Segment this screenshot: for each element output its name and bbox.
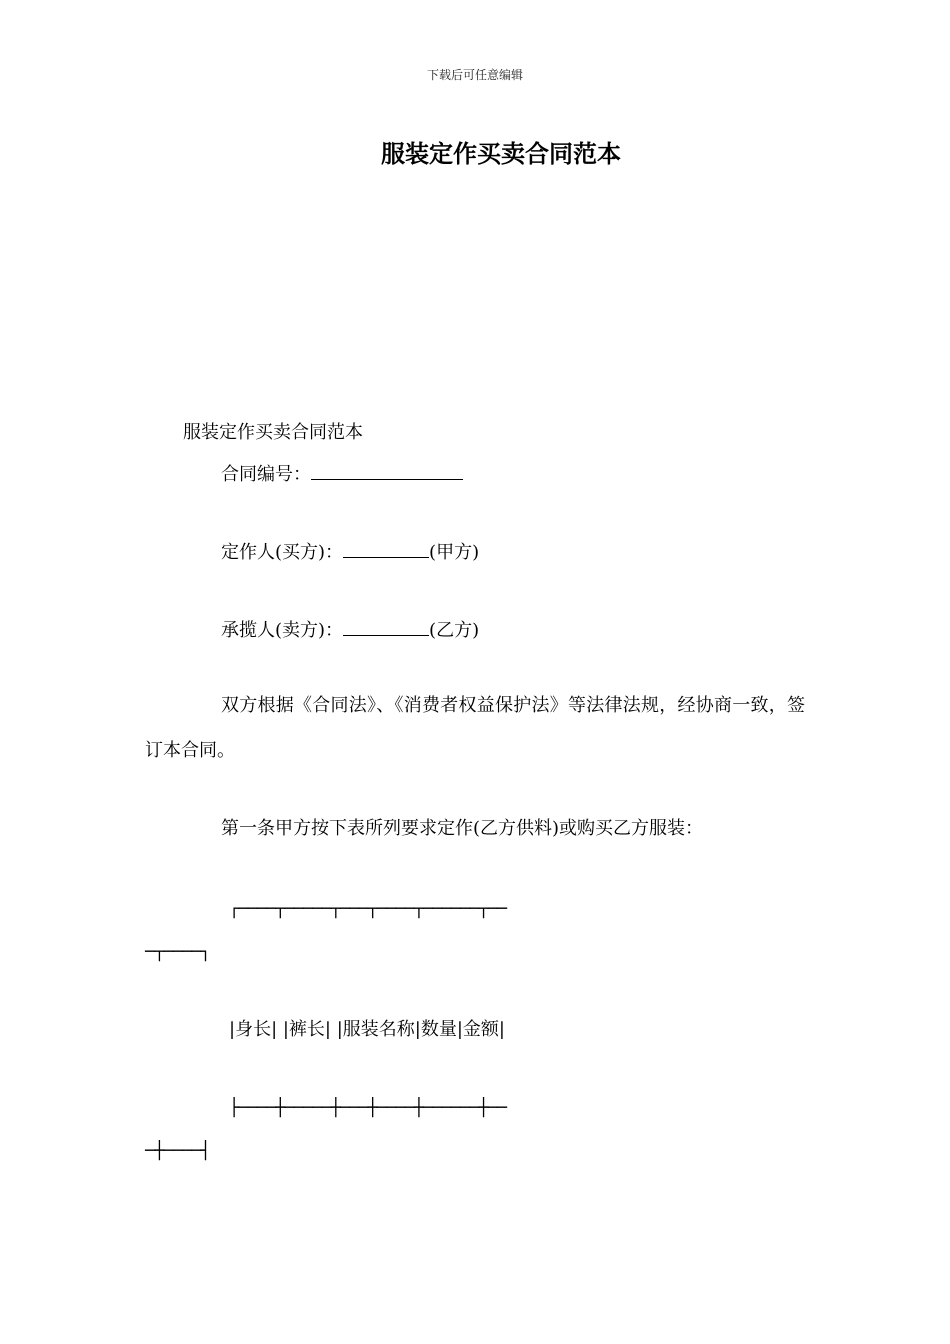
buyer-blank[interactable] xyxy=(343,539,429,558)
table-header-row: |身长| |裤长| |服装名称|数量|金额| xyxy=(229,1019,505,1040)
seller-line xyxy=(221,617,479,642)
table-border-top-1: ┌────┬─────┬───┬────┬──────┬── xyxy=(229,899,507,919)
article-1: 第一条甲方按下表所列要求定作(乙方供料)或购买乙方服装： xyxy=(221,818,704,839)
contract-number-label: 合同编号： xyxy=(221,464,311,485)
header-note: 下载后可任意编辑 xyxy=(426,68,523,82)
contract-number-blank[interactable] xyxy=(311,461,463,480)
table-border-mid-2: ─┼────┤ xyxy=(145,1141,210,1161)
seller-suffix: (乙方) xyxy=(429,620,480,641)
intro-paragraph: 双方根据《合同法》、《消费者权益保护法》等法律法规，经协商一致，签订本合同。 xyxy=(145,695,805,761)
seller-label: 承揽人(卖方)： xyxy=(221,620,344,641)
table-border-top-2: ─┬────┐ xyxy=(145,942,210,962)
buyer-line xyxy=(221,539,479,564)
table-border-mid-1: ├────┼─────┼───┼────┼──────┼── xyxy=(229,1098,507,1118)
document-title: 服装定作买卖合同范本 xyxy=(381,139,621,168)
contract-number-line xyxy=(221,461,463,486)
buyer-suffix: (甲方) xyxy=(429,542,480,563)
seller-blank[interactable] xyxy=(343,617,429,636)
buyer-label: 定作人(买方)： xyxy=(221,542,344,563)
document-subtitle: 服装定作买卖合同范本 xyxy=(183,422,363,443)
